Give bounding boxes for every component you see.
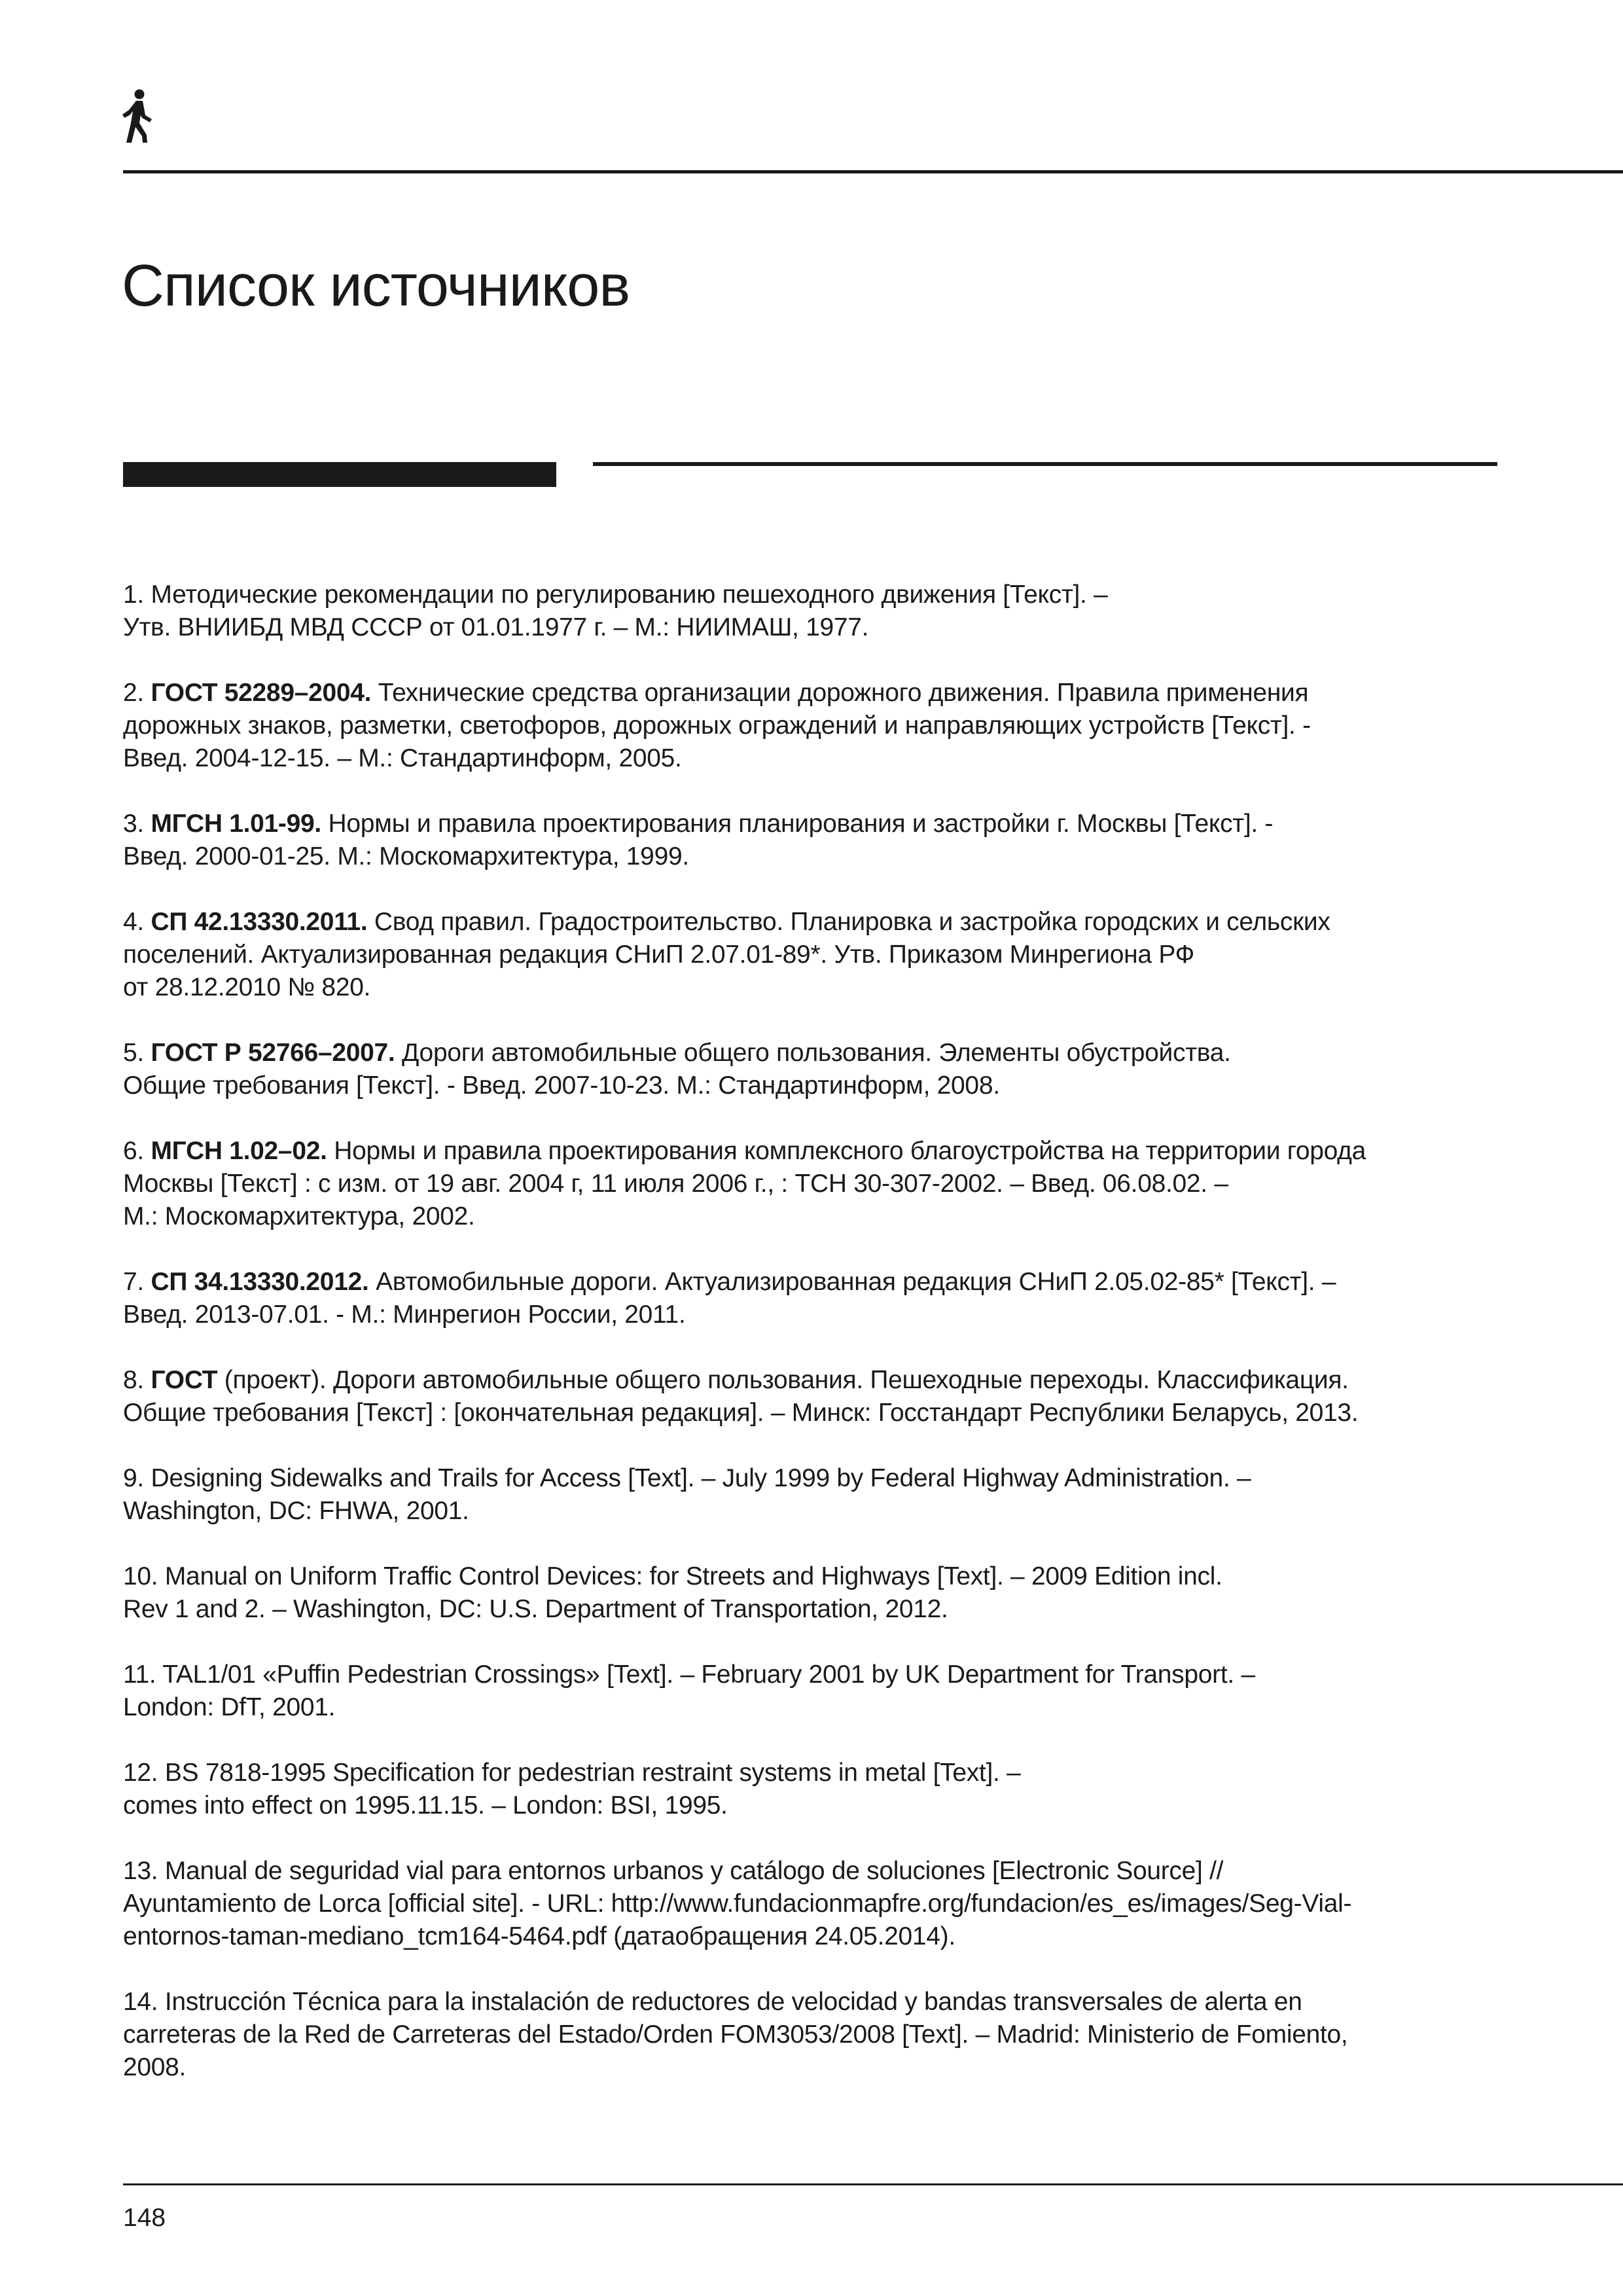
reference-text: дорожных знаков, разметки, светофоров, дорожных ограждений и направляющих устройств [Текст]. - [123,711,1311,740]
reference-standard-code: ГОСТ 52289–2004. [151,679,372,707]
footer-rule [123,2183,1623,2185]
reference-text: Designing Sidewalks and Trails for Access [Text]. – July 1999 by Federal Highway Administration. – [151,1464,1251,1492]
reference-line [123,1593,1504,1626]
reference-text: Технические средства организации дорожного движения. Правила применения [378,679,1309,707]
reference-item [123,677,1504,775]
reference-line [123,808,1504,840]
reference-text: Методические рекомендации по регулированию пешеходного движения [Текст]. – [151,581,1108,609]
reference-line [123,1888,1504,1920]
reference-item [123,1462,1504,1528]
header-rule [123,170,1623,173]
reference-text: Нормы и правила проектирования комплексного благоустройства на территории города [334,1137,1366,1165]
reference-number: 5. [123,1039,144,1067]
reference-number: 8. [123,1366,144,1394]
reference-text: Дороги автомобильные общего пользования. Элементы обустройства. [402,1039,1231,1067]
reference-text: (проект). Дороги автомобильные общего пользования. Пешеходные переходы. Классификация. [224,1366,1349,1394]
page-number: 148 [123,2204,166,2232]
reference-text: Instrucción Técnica para la instalación de reductores de velocidad y bandas transversales de alerta en [164,1988,1302,2016]
reference-text: Ayuntamiento de Lorca [official site]. - URL: http://www.fundacionmapfre.org/fundacion/es_es/images/Seg-Vial- [123,1890,1352,1918]
reference-item [123,808,1504,873]
reference-text: Утв. ВНИИБД МВД СССР от 01.01.1977 г. – М.: НИИМАШ, 1977. [123,613,869,641]
reference-text: Общие требования [Текст]. - Введ. 2007-10-23. М.: Стандартинформ, 2008. [123,1071,1000,1100]
reference-standard-code: МГСН 1.01-99. [151,810,321,838]
section-bar-thick [123,462,556,487]
reference-line [123,1364,1504,1397]
reference-text: Введ. 2000-01-25. М.: Москомархитектура, 1999. [123,842,689,870]
reference-line [123,906,1504,939]
reference-item [123,1560,1504,1626]
reference-text: Нормы и правила проектирования планирования и застройки г. Москвы [Текст]. - [328,810,1274,838]
reference-text: Свод правил. Градостроительство. Планировка и застройка городских и сельских [374,908,1330,936]
reference-number: 10. [123,1562,158,1590]
reference-item [123,1266,1504,1331]
reference-item [123,1037,1504,1102]
page-title: Список источников [122,253,630,319]
reference-item [123,1986,1504,2084]
reference-item [123,1659,1504,1724]
reference-text: Введ. 2013-07.01. - М.: Минрегион России, 2011. [123,1300,686,1329]
reference-text: Manual de seguridad vial para entornos urbanos y catálogo de soluciones [Electronic Source] // [164,1857,1224,1885]
reference-number: 14. [123,1988,158,2016]
pedestrian-icon [120,89,154,144]
reference-standard-code: МГСН 1.02–02. [151,1137,327,1165]
reference-text: TAL1/01 «Puffin Pedestrian Crossings» [Text]. – February 2001 by UK Department for Transport. – [162,1660,1255,1689]
reference-text: comes into effect on 1995.11.15. – London: BSI, 1995. [123,1791,728,1820]
reference-number: 12. [123,1759,158,1787]
reference-standard-code: ГОСТ [151,1366,218,1394]
reference-text: от 28.12.2010 № 820. [123,973,371,1001]
reference-line [123,840,1504,873]
reference-number: 4. [123,908,144,936]
reference-standard-code: ГОСТ Р 52766–2007. [151,1039,395,1067]
reference-line [123,742,1504,775]
reference-line [123,1495,1504,1528]
reference-line [123,2051,1504,2084]
reference-item [123,1757,1504,1822]
reference-line [123,677,1504,709]
reference-line [123,579,1504,611]
reference-line [123,939,1504,971]
reference-text: Washington, DC: FHWA, 2001. [123,1497,469,1525]
reference-line [123,1299,1504,1331]
reference-text: entornos-taman-mediano_tcm164-5464.pdf (датаобращения 24.05.2014). [123,1922,955,1950]
reference-standard-code: СП 34.13330.2012. [151,1268,369,1296]
reference-number: 9. [123,1464,144,1492]
reference-text: carreteras de la Red de Carreteras del Estado/Orden FOM3053/2008 [Text]. – Madrid: Ministerio de Fomiento, [123,2020,1348,2049]
reference-text: Общие требования [Текст] : [окончательная редакция]. – Минск: Госстандарт Республики Беларусь, 2013. [123,1399,1359,1427]
reference-text: М.: Москомархитектура, 2002. [123,1202,475,1230]
reference-line [123,1855,1504,1888]
reference-item [123,1855,1504,1953]
reference-number: 7. [123,1268,144,1296]
reference-text: Rev 1 and 2. – Washington, DC: U.S. Department of Transportation, 2012. [123,1595,948,1623]
reference-number: 3. [123,810,144,838]
reference-line [123,1789,1504,1822]
reference-line [123,1986,1504,2018]
reference-line [123,1200,1504,1233]
reference-line [123,611,1504,644]
reference-line [123,2018,1504,2051]
reference-line [123,709,1504,742]
reference-standard-code: СП 42.13330.2011. [151,908,368,936]
reference-number: 11. [123,1660,156,1689]
reference-line [123,1691,1504,1724]
reference-line [123,1037,1504,1069]
reference-text: Введ. 2004-12-15. – М.: Стандартинформ, 2005. [123,744,682,772]
reference-number: 1. [123,581,144,609]
reference-line [123,1920,1504,1953]
reference-line [123,1397,1504,1429]
reference-item [123,579,1504,644]
reference-line [123,1266,1504,1299]
reference-text: London: DfT, 2001. [123,1693,336,1721]
reference-text: Manual on Uniform Traffic Control Devices: for Streets and Highways [Text]. – 2009 Edition incl. [164,1562,1222,1590]
reference-line [123,1757,1504,1789]
reference-line [123,1462,1504,1495]
reference-item [123,906,1504,1004]
reference-number: 2. [123,679,144,707]
reference-line [123,1168,1504,1200]
reference-text: поселений. Актуализированная редакция СНиП 2.07.01-89*. Утв. Приказом Минрегиона РФ [123,941,1194,969]
reference-item [123,1135,1504,1233]
reference-text: Москвы [Текст] : с изм. от 19 авг. 2004 г, 11 июля 2006 г., : ТСН 30-307-2002. – Введ. 06.08.02. – [123,1170,1228,1198]
reference-line [123,1135,1504,1168]
reference-line [123,1069,1504,1102]
reference-text: Автомобильные дороги. Актуализированная редакция СНиП 2.05.02-85* [Текст]. – [376,1268,1336,1296]
reference-line [123,1560,1504,1593]
reference-line [123,1659,1504,1691]
reference-list [123,579,1504,2117]
reference-number: 13. [123,1857,158,1885]
section-bar-thin [593,462,1497,466]
reference-item [123,1364,1504,1429]
reference-text: BS 7818-1995 Specification for pedestrian restraint systems in metal [Text]. – [164,1759,1021,1787]
reference-line [123,971,1504,1004]
reference-text: 2008. [123,2053,187,2081]
reference-number: 6. [123,1137,144,1165]
